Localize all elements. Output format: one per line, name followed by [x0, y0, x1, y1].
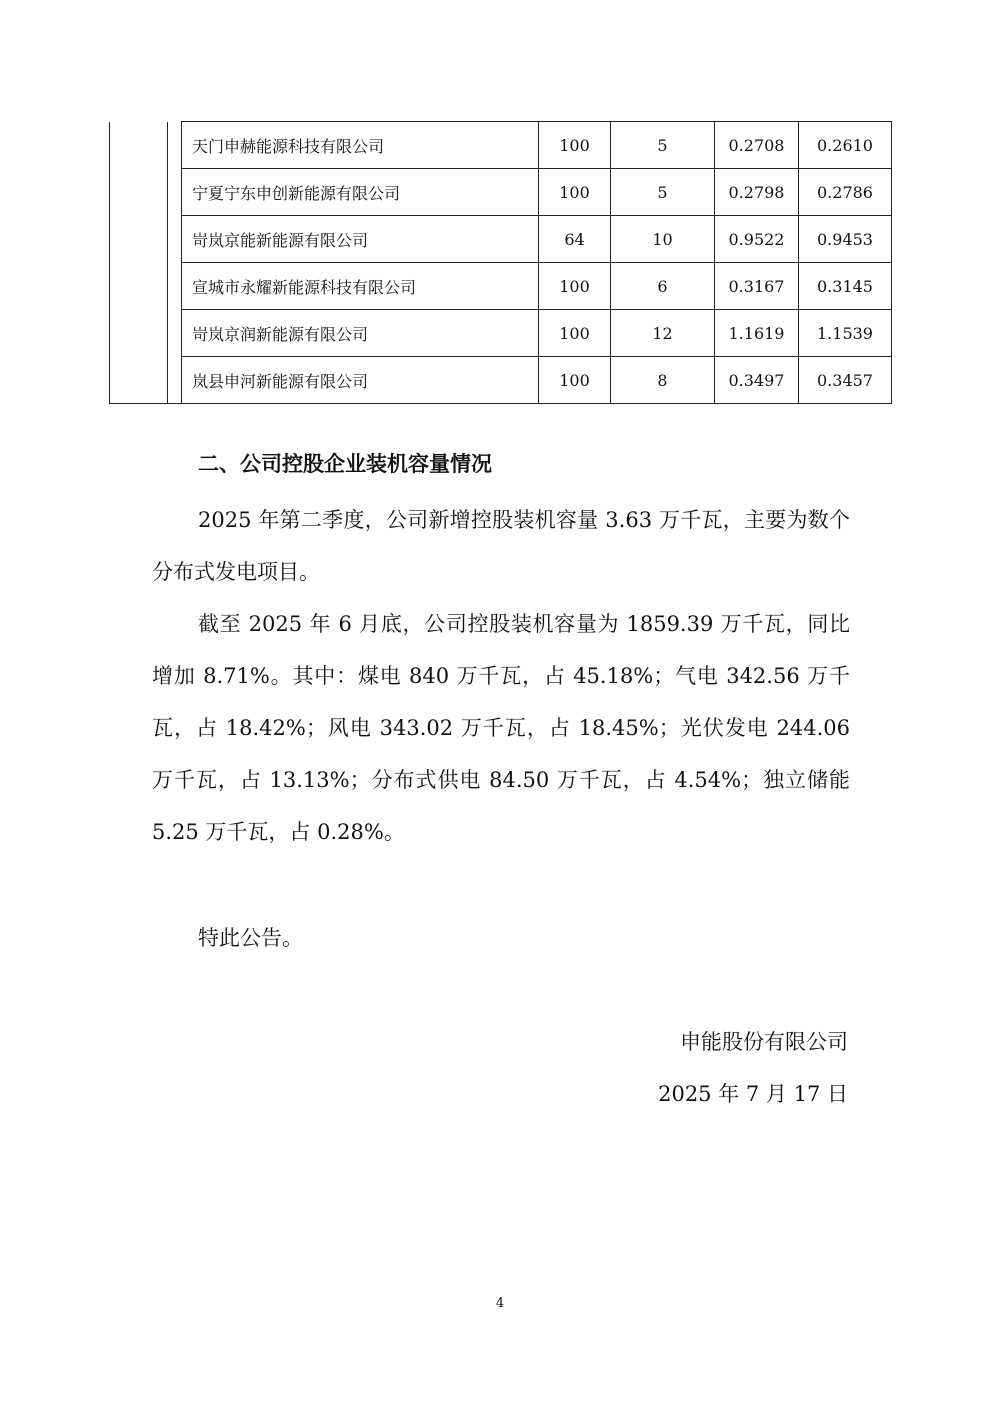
section-heading: 二、公司控股企业装机容量情况	[198, 452, 492, 476]
company-name-cell: 宁夏宁东申创新能源有限公司	[182, 169, 539, 216]
grid-generation-cell: 0.9453	[799, 216, 892, 263]
capacity-cell: 5	[611, 122, 715, 169]
grid-generation-cell: 0.2786	[799, 169, 892, 216]
table-row	[110, 122, 892, 169]
generation-cell: 0.2708	[715, 122, 799, 169]
grid-generation-cell: 0.3145	[799, 263, 892, 310]
capacity-cell: 6	[611, 263, 715, 310]
capacity-cell: 5	[611, 169, 715, 216]
generation-cell: 0.3167	[715, 263, 799, 310]
company-name-cell: 岚县申河新能源有限公司	[182, 357, 539, 404]
grid-generation-cell: 0.3457	[799, 357, 892, 404]
company-name-cell: 天门申赫能源科技有限公司	[182, 122, 539, 169]
capacity-cell: 12	[611, 310, 715, 357]
table-body	[110, 122, 892, 404]
capacity-table	[109, 121, 892, 404]
generation-cell: 0.2798	[715, 169, 799, 216]
company-name-cell: 岢岚京能新能源有限公司	[182, 216, 539, 263]
grid-generation-cell: 1.1539	[799, 310, 892, 357]
table-row	[110, 263, 892, 310]
subgroup-cell	[168, 122, 182, 404]
stake-cell: 100	[539, 169, 611, 216]
paragraph-capacity-breakdown: 截至 2025 年 6 月底，公司控股装机容量为 1859.39 万千瓦，同比增加 8.71%。其中：煤电 840 万千瓦，占 45.18%；气电 342.56 万千瓦，占 18.42%；风电 343.02 万千瓦，占 18.45%；光伏发电 244.06 万千瓦，占 13.13%；分布式供电 84.50 万千瓦，占 4.54%；独立储能 5.25 万千瓦，占 0.28%。	[152, 612, 850, 844]
stake-cell: 100	[539, 310, 611, 357]
generation-cell: 0.3497	[715, 357, 799, 404]
generation-cell: 0.9522	[715, 216, 799, 263]
generation-cell: 1.1619	[715, 310, 799, 357]
stake-cell: 100	[539, 357, 611, 404]
stake-cell: 100	[539, 122, 611, 169]
page-number: 4	[495, 1296, 505, 1311]
capacity-cell: 10	[611, 216, 715, 263]
table-row	[110, 169, 892, 216]
closing-remark: 特此公告。	[198, 926, 303, 950]
table-row	[110, 310, 892, 357]
paragraph-new-capacity: 2025 年第二季度，公司新增控股装机容量 3.63 万千瓦，主要为数个分布式发电项目。	[152, 508, 850, 584]
group-cell	[110, 122, 168, 404]
grid-generation-cell: 0.2610	[799, 122, 892, 169]
company-name-cell: 宣城市永耀新能源科技有限公司	[182, 263, 539, 310]
company-name-cell: 岢岚京润新能源有限公司	[182, 310, 539, 357]
signature-company: 申能股份有限公司	[680, 1030, 848, 1054]
table-row	[110, 357, 892, 404]
stake-cell: 100	[539, 263, 611, 310]
stake-cell: 64	[539, 216, 611, 263]
signature-date: 2025 年 7 月 17 日	[658, 1082, 848, 1106]
capacity-cell: 8	[611, 357, 715, 404]
table-row	[110, 216, 892, 263]
